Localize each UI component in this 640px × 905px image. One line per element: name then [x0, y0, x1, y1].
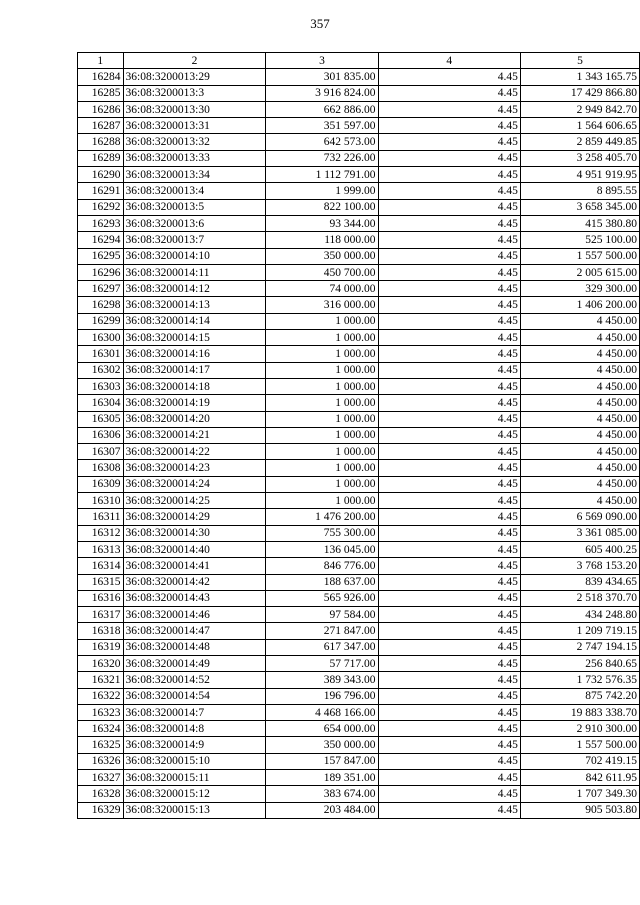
- rate-cell: 4.45: [378, 721, 520, 737]
- rate-cell: 4.45: [378, 150, 520, 166]
- row-index-cell: 16324: [78, 721, 124, 737]
- rate-cell: 4.45: [378, 248, 520, 264]
- total-cell: 3 258 405.70: [520, 150, 639, 166]
- rate-cell: 4.45: [378, 362, 520, 378]
- cadastral-number-cell: 36:08:3200014:52: [123, 672, 266, 688]
- row-index-cell: 16311: [78, 509, 124, 525]
- cadastral-number-cell: 36:08:3200014:10: [123, 248, 266, 264]
- rate-cell: 4.45: [378, 444, 520, 460]
- total-cell: 2 910 300.00: [520, 721, 639, 737]
- value-cell: 1 000.00: [266, 362, 378, 378]
- total-cell: 329 300.00: [520, 281, 639, 297]
- rate-cell: 4.45: [378, 688, 520, 704]
- value-cell: 1 000.00: [266, 330, 378, 346]
- value-cell: 1 000.00: [266, 476, 378, 492]
- total-cell: 605 400.25: [520, 541, 639, 557]
- row-index-cell: 16308: [78, 460, 124, 476]
- rate-cell: 4.45: [378, 525, 520, 541]
- row-index-cell: 16298: [78, 297, 124, 313]
- row-index-cell: 16287: [78, 118, 124, 134]
- row-index-cell: 16321: [78, 672, 124, 688]
- table-row: [78, 476, 640, 492]
- value-cell: 1 000.00: [266, 395, 378, 411]
- header-row: [78, 53, 640, 69]
- rate-cell: 4.45: [378, 672, 520, 688]
- table-row: [78, 574, 640, 590]
- total-cell: 4 450.00: [520, 427, 639, 443]
- value-cell: 450 700.00: [266, 264, 378, 280]
- total-cell: 4 450.00: [520, 476, 639, 492]
- total-cell: 2 005 615.00: [520, 264, 639, 280]
- value-cell: 3 916 824.00: [266, 85, 378, 101]
- total-cell: 2 859 449.85: [520, 134, 639, 150]
- cadastral-number-cell: 36:08:3200014:43: [123, 590, 266, 606]
- total-cell: 4 450.00: [520, 395, 639, 411]
- table-row: [78, 590, 640, 606]
- rate-cell: 4.45: [378, 476, 520, 492]
- value-cell: 350 000.00: [266, 248, 378, 264]
- total-cell: 4 450.00: [520, 493, 639, 509]
- value-cell: 301 835.00: [266, 69, 378, 85]
- total-cell: 4 450.00: [520, 411, 639, 427]
- table-row: [78, 607, 640, 623]
- total-cell: 4 450.00: [520, 346, 639, 362]
- cadastral-number-cell: 36:08:3200015:12: [123, 786, 266, 802]
- table-row: [78, 199, 640, 215]
- rate-cell: 4.45: [378, 737, 520, 753]
- total-cell: 702 419.15: [520, 753, 639, 769]
- rate-cell: 4.45: [378, 215, 520, 231]
- value-cell: 383 674.00: [266, 786, 378, 802]
- row-index-cell: 16328: [78, 786, 124, 802]
- table-row: [78, 395, 640, 411]
- total-cell: 875 742.20: [520, 688, 639, 704]
- value-cell: 1 000.00: [266, 460, 378, 476]
- table-row: [78, 215, 640, 231]
- total-cell: 8 895.55: [520, 183, 639, 199]
- value-cell: 1 000.00: [266, 427, 378, 443]
- total-cell: 1 557 500.00: [520, 737, 639, 753]
- row-index-cell: 16329: [78, 802, 124, 818]
- cadastral-number-cell: 36:08:3200013:32: [123, 134, 266, 150]
- value-cell: 1 000.00: [266, 313, 378, 329]
- table-row: [78, 378, 640, 394]
- cadastral-number-cell: 36:08:3200014:47: [123, 623, 266, 639]
- column-header-1: 1: [78, 53, 124, 69]
- rate-cell: 4.45: [378, 118, 520, 134]
- total-cell: 2 518 370.70: [520, 590, 639, 606]
- column-header-2: 2: [123, 53, 266, 69]
- table-row: [78, 85, 640, 101]
- row-index-cell: 16305: [78, 411, 124, 427]
- total-cell: 256 840.65: [520, 655, 639, 671]
- table-row: [78, 460, 640, 476]
- cadastral-number-cell: 36:08:3200014:12: [123, 281, 266, 297]
- row-index-cell: 16286: [78, 101, 124, 117]
- table-row: [78, 688, 640, 704]
- table-row: [78, 786, 640, 802]
- cadastral-number-cell: 36:08:3200014:16: [123, 346, 266, 362]
- table-row: [78, 623, 640, 639]
- table-row: [78, 493, 640, 509]
- table-row: [78, 704, 640, 720]
- cadastral-number-cell: 36:08:3200014:46: [123, 607, 266, 623]
- rate-cell: 4.45: [378, 232, 520, 248]
- row-index-cell: 16314: [78, 558, 124, 574]
- page-number: 357: [310, 16, 330, 31]
- rate-cell: 4.45: [378, 541, 520, 557]
- value-cell: 316 000.00: [266, 297, 378, 313]
- value-cell: 74 000.00: [266, 281, 378, 297]
- value-cell: 196 796.00: [266, 688, 378, 704]
- row-index-cell: 16284: [78, 69, 124, 85]
- row-index-cell: 16297: [78, 281, 124, 297]
- row-index-cell: 16289: [78, 150, 124, 166]
- value-cell: 97 584.00: [266, 607, 378, 623]
- table-row: [78, 150, 640, 166]
- value-cell: 57 717.00: [266, 655, 378, 671]
- total-cell: 4 450.00: [520, 330, 639, 346]
- total-cell: 415 380.80: [520, 215, 639, 231]
- cadastral-number-cell: 36:08:3200015:10: [123, 753, 266, 769]
- total-cell: 17 429 866.80: [520, 85, 639, 101]
- cadastral-number-cell: 36:08:3200013:6: [123, 215, 266, 231]
- value-cell: 822 100.00: [266, 199, 378, 215]
- table-row: [78, 525, 640, 541]
- row-index-cell: 16322: [78, 688, 124, 704]
- rate-cell: 4.45: [378, 101, 520, 117]
- total-cell: 2 747 194.15: [520, 639, 639, 655]
- row-index-cell: 16320: [78, 655, 124, 671]
- value-cell: 157 847.00: [266, 753, 378, 769]
- rate-cell: 4.45: [378, 183, 520, 199]
- rate-cell: 4.45: [378, 395, 520, 411]
- row-index-cell: 16318: [78, 623, 124, 639]
- rate-cell: 4.45: [378, 607, 520, 623]
- table-row: [78, 721, 640, 737]
- total-cell: 839 434.65: [520, 574, 639, 590]
- value-cell: 4 468 166.00: [266, 704, 378, 720]
- table-row: [78, 281, 640, 297]
- table-row: [78, 101, 640, 117]
- cadastral-number-cell: 36:08:3200014:29: [123, 509, 266, 525]
- cadastral-number-cell: 36:08:3200013:34: [123, 167, 266, 183]
- table-row: [78, 770, 640, 786]
- rate-cell: 4.45: [378, 134, 520, 150]
- rate-cell: 4.45: [378, 313, 520, 329]
- row-index-cell: 16293: [78, 215, 124, 231]
- value-cell: 136 045.00: [266, 541, 378, 557]
- cadastral-number-cell: 36:08:3200014:54: [123, 688, 266, 704]
- rate-cell: 4.45: [378, 69, 520, 85]
- row-index-cell: 16302: [78, 362, 124, 378]
- value-cell: 1 000.00: [266, 378, 378, 394]
- cadastral-number-cell: 36:08:3200014:24: [123, 476, 266, 492]
- value-cell: 732 226.00: [266, 150, 378, 166]
- cadastral-table: [77, 52, 640, 819]
- cadastral-number-cell: 36:08:3200014:30: [123, 525, 266, 541]
- cadastral-number-cell: 36:08:3200013:29: [123, 69, 266, 85]
- value-cell: 1 476 200.00: [266, 509, 378, 525]
- total-cell: 905 503.80: [520, 802, 639, 818]
- value-cell: 93 344.00: [266, 215, 378, 231]
- value-cell: 1 000.00: [266, 346, 378, 362]
- total-cell: 2 949 842.70: [520, 101, 639, 117]
- total-cell: 19 883 338.70: [520, 704, 639, 720]
- row-index-cell: 16288: [78, 134, 124, 150]
- value-cell: 1 999.00: [266, 183, 378, 199]
- column-header-4: 4: [378, 53, 520, 69]
- rate-cell: 4.45: [378, 411, 520, 427]
- total-cell: 1 564 606.65: [520, 118, 639, 134]
- rate-cell: 4.45: [378, 199, 520, 215]
- cadastral-number-cell: 36:08:3200014:49: [123, 655, 266, 671]
- total-cell: 1 406 200.00: [520, 297, 639, 313]
- cadastral-number-cell: 36:08:3200014:41: [123, 558, 266, 574]
- table-row: [78, 69, 640, 85]
- total-cell: 4 450.00: [520, 378, 639, 394]
- cadastral-number-cell: 36:08:3200013:31: [123, 118, 266, 134]
- table-row: [78, 346, 640, 362]
- rate-cell: 4.45: [378, 460, 520, 476]
- table-body: [78, 69, 640, 819]
- total-cell: 1 732 576.35: [520, 672, 639, 688]
- value-cell: 642 573.00: [266, 134, 378, 150]
- total-cell: 3 768 153.20: [520, 558, 639, 574]
- total-cell: 434 248.80: [520, 607, 639, 623]
- cadastral-number-cell: 36:08:3200015:13: [123, 802, 266, 818]
- value-cell: 1 000.00: [266, 444, 378, 460]
- rate-cell: 4.45: [378, 639, 520, 655]
- value-cell: 1 112 791.00: [266, 167, 378, 183]
- cadastral-number-cell: 36:08:3200013:4: [123, 183, 266, 199]
- total-cell: 3 658 345.00: [520, 199, 639, 215]
- total-cell: 4 450.00: [520, 362, 639, 378]
- cadastral-number-cell: 36:08:3200014:14: [123, 313, 266, 329]
- table-row: [78, 183, 640, 199]
- row-index-cell: 16296: [78, 264, 124, 280]
- value-cell: 351 597.00: [266, 118, 378, 134]
- cadastral-number-cell: 36:08:3200014:22: [123, 444, 266, 460]
- total-cell: 1 343 165.75: [520, 69, 639, 85]
- table-row: [78, 411, 640, 427]
- column-header-3: 3: [266, 53, 378, 69]
- cadastral-number-cell: 36:08:3200014:20: [123, 411, 266, 427]
- value-cell: 203 484.00: [266, 802, 378, 818]
- cadastral-number-cell: 36:08:3200014:15: [123, 330, 266, 346]
- value-cell: 617 347.00: [266, 639, 378, 655]
- total-cell: 1 707 349.30: [520, 786, 639, 802]
- row-index-cell: 16327: [78, 770, 124, 786]
- total-cell: 4 450.00: [520, 444, 639, 460]
- value-cell: 565 926.00: [266, 590, 378, 606]
- row-index-cell: 16326: [78, 753, 124, 769]
- rate-cell: 4.45: [378, 264, 520, 280]
- cadastral-number-cell: 36:08:3200013:30: [123, 101, 266, 117]
- rate-cell: 4.45: [378, 281, 520, 297]
- rate-cell: 4.45: [378, 330, 520, 346]
- rate-cell: 4.45: [378, 802, 520, 818]
- rate-cell: 4.45: [378, 493, 520, 509]
- rate-cell: 4.45: [378, 753, 520, 769]
- value-cell: 189 351.00: [266, 770, 378, 786]
- rate-cell: 4.45: [378, 786, 520, 802]
- cadastral-number-cell: 36:08:3200014:21: [123, 427, 266, 443]
- table-row: [78, 264, 640, 280]
- rate-cell: 4.45: [378, 427, 520, 443]
- row-index-cell: 16285: [78, 85, 124, 101]
- value-cell: 188 637.00: [266, 574, 378, 590]
- value-cell: 271 847.00: [266, 623, 378, 639]
- value-cell: 118 000.00: [266, 232, 378, 248]
- rate-cell: 4.45: [378, 378, 520, 394]
- row-index-cell: 16310: [78, 493, 124, 509]
- row-index-cell: 16323: [78, 704, 124, 720]
- row-index-cell: 16300: [78, 330, 124, 346]
- cadastral-number-cell: 36:08:3200014:13: [123, 297, 266, 313]
- row-index-cell: 16295: [78, 248, 124, 264]
- total-cell: 4 450.00: [520, 460, 639, 476]
- table-row: [78, 330, 640, 346]
- rate-cell: 4.45: [378, 574, 520, 590]
- value-cell: 350 000.00: [266, 737, 378, 753]
- total-cell: 525 100.00: [520, 232, 639, 248]
- table-row: [78, 558, 640, 574]
- rate-cell: 4.45: [378, 346, 520, 362]
- cadastral-number-cell: 36:08:3200015:11: [123, 770, 266, 786]
- value-cell: 755 300.00: [266, 525, 378, 541]
- table-row: [78, 167, 640, 183]
- row-index-cell: 16317: [78, 607, 124, 623]
- row-index-cell: 16313: [78, 541, 124, 557]
- table-row: [78, 639, 640, 655]
- row-index-cell: 16309: [78, 476, 124, 492]
- rate-cell: 4.45: [378, 85, 520, 101]
- total-cell: 6 569 090.00: [520, 509, 639, 525]
- row-index-cell: 16316: [78, 590, 124, 606]
- cadastral-number-cell: 36:08:3200014:48: [123, 639, 266, 655]
- value-cell: 1 000.00: [266, 411, 378, 427]
- table-row: [78, 655, 640, 671]
- table-row: [78, 753, 640, 769]
- table-row: [78, 427, 640, 443]
- cadastral-number-cell: 36:08:3200014:25: [123, 493, 266, 509]
- rate-cell: 4.45: [378, 558, 520, 574]
- row-index-cell: 16306: [78, 427, 124, 443]
- rate-cell: 4.45: [378, 655, 520, 671]
- value-cell: 389 343.00: [266, 672, 378, 688]
- rate-cell: 4.45: [378, 167, 520, 183]
- rate-cell: 4.45: [378, 704, 520, 720]
- row-index-cell: 16291: [78, 183, 124, 199]
- cadastral-number-cell: 36:08:3200014:19: [123, 395, 266, 411]
- cadastral-number-cell: 36:08:3200014:7: [123, 704, 266, 720]
- row-index-cell: 16294: [78, 232, 124, 248]
- rate-cell: 4.45: [378, 770, 520, 786]
- row-index-cell: 16303: [78, 378, 124, 394]
- value-cell: 846 776.00: [266, 558, 378, 574]
- row-index-cell: 16299: [78, 313, 124, 329]
- column-header-5: 5: [520, 53, 639, 69]
- table-row: [78, 232, 640, 248]
- cadastral-number-cell: 36:08:3200014:18: [123, 378, 266, 394]
- value-cell: 654 000.00: [266, 721, 378, 737]
- row-index-cell: 16307: [78, 444, 124, 460]
- table-row: [78, 802, 640, 818]
- cadastral-number-cell: 36:08:3200014:11: [123, 264, 266, 280]
- cadastral-number-cell: 36:08:3200014:23: [123, 460, 266, 476]
- row-index-cell: 16290: [78, 167, 124, 183]
- table-row: [78, 313, 640, 329]
- cadastral-number-cell: 36:08:3200013:7: [123, 232, 266, 248]
- total-cell: 1 209 719.15: [520, 623, 639, 639]
- rate-cell: 4.45: [378, 623, 520, 639]
- total-cell: 4 450.00: [520, 313, 639, 329]
- cadastral-number-cell: 36:08:3200014:9: [123, 737, 266, 753]
- table-row: [78, 737, 640, 753]
- table-row: [78, 118, 640, 134]
- row-index-cell: 16301: [78, 346, 124, 362]
- table-row: [78, 362, 640, 378]
- row-index-cell: 16319: [78, 639, 124, 655]
- value-cell: 1 000.00: [266, 493, 378, 509]
- rate-cell: 4.45: [378, 590, 520, 606]
- rate-cell: 4.45: [378, 509, 520, 525]
- row-index-cell: 16325: [78, 737, 124, 753]
- row-index-cell: 16312: [78, 525, 124, 541]
- total-cell: 3 361 085.00: [520, 525, 639, 541]
- rate-cell: 4.45: [378, 297, 520, 313]
- table-row: [78, 509, 640, 525]
- total-cell: 4 951 919.95: [520, 167, 639, 183]
- table-row: [78, 672, 640, 688]
- cadastral-number-cell: 36:08:3200014:8: [123, 721, 266, 737]
- row-index-cell: 16304: [78, 395, 124, 411]
- table-row: [78, 248, 640, 264]
- table-row: [78, 444, 640, 460]
- cadastral-number-cell: 36:08:3200013:5: [123, 199, 266, 215]
- total-cell: 842 611.95: [520, 770, 639, 786]
- table-row: [78, 541, 640, 557]
- row-index-cell: 16292: [78, 199, 124, 215]
- cadastral-number-cell: 36:08:3200014:40: [123, 541, 266, 557]
- cadastral-number-cell: 36:08:3200013:3: [123, 85, 266, 101]
- total-cell: 1 557 500.00: [520, 248, 639, 264]
- row-index-cell: 16315: [78, 574, 124, 590]
- table-row: [78, 134, 640, 150]
- cadastral-number-cell: 36:08:3200013:33: [123, 150, 266, 166]
- value-cell: 662 886.00: [266, 101, 378, 117]
- cadastral-number-cell: 36:08:3200014:17: [123, 362, 266, 378]
- table-row: [78, 297, 640, 313]
- cadastral-number-cell: 36:08:3200014:42: [123, 574, 266, 590]
